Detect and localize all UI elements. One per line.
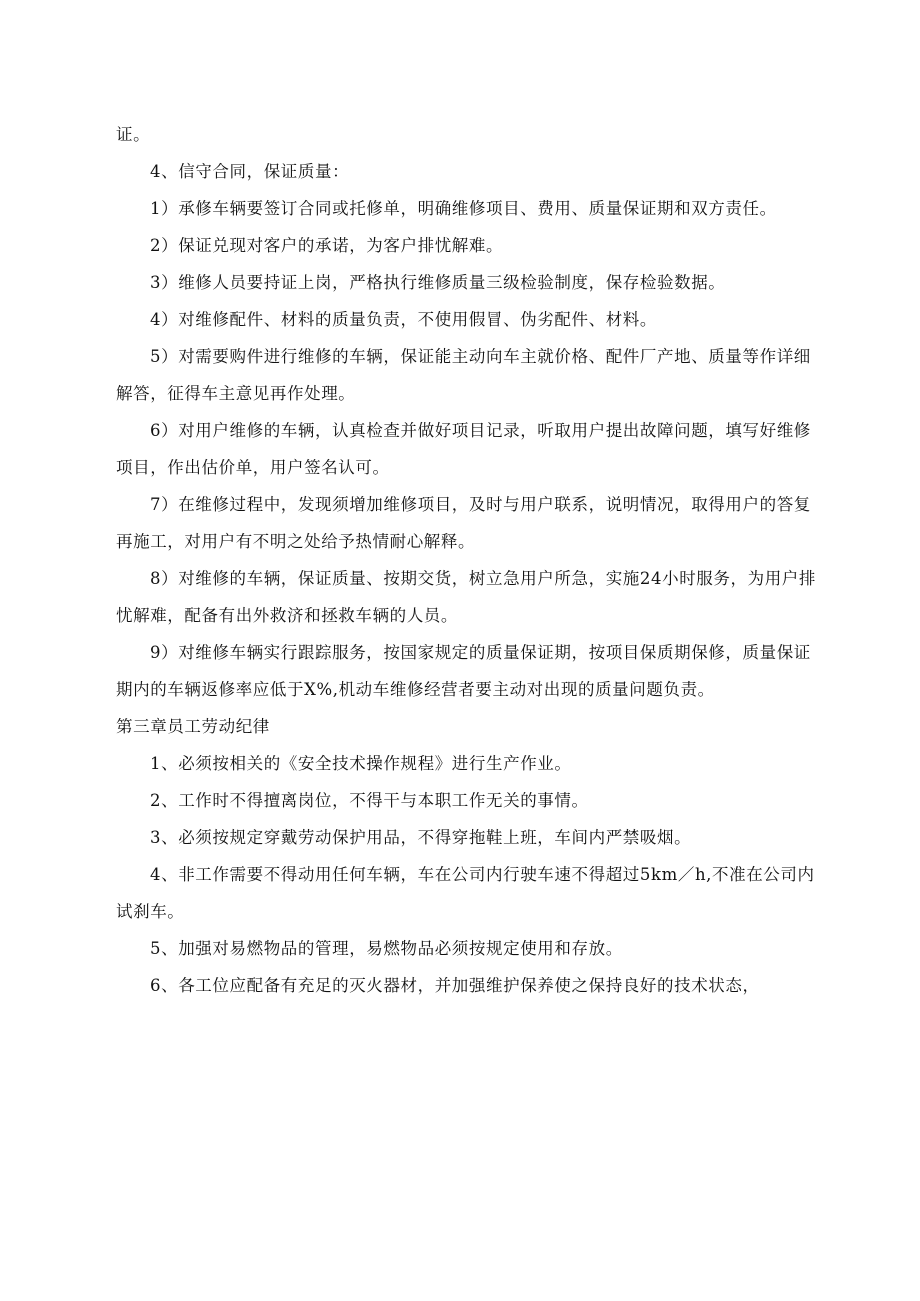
paragraph-item: 6、各工位应配备有充足的灭火器材，并加强维护保养使之保持良好的技术状态， [150, 976, 760, 995]
paragraph-item: 4、非工作需要不得动用任何车辆，车在公司内行驶车速不得超过5km／h,不准在公司内试刹车。 [116, 865, 815, 921]
paragraph-item: 5）对需要购件进行维修的车辆，保证能主动向车主就价格、配件厂产地、质量等作详细解答，征得车主意见再作处理。 [116, 347, 811, 403]
document-body [116, 116, 822, 1004]
paragraph-item: 3）维修人员要持证上岗，严格执行维修质量三级检验制度，保存检验数据。 [150, 273, 726, 292]
paragraph-item: 1）承修车辆要签订合同或托修单，明确维修项目、费用、质量保证期和双方责任。 [150, 199, 777, 218]
paragraph-item: 7）在维修过程中，发现须增加维修项目，及时与用户联系，说明情况，取得用户的答复再施工，对用户有不明之处给予热情耐心解释。 [116, 495, 811, 551]
paragraph-item: 4）对维修配件、材料的质量负责，不使用假冒、伪劣配件、材料。 [150, 310, 657, 329]
chapter-heading: 第三章员工劳动纪律 [116, 717, 270, 736]
paragraph-item: 5、加强对易燃物品的管理，易燃物品必须按规定使用和存放。 [150, 939, 623, 958]
paragraph-item: 4、信守合同，保证质量： [150, 162, 350, 181]
paragraph-continuation: 证。 [116, 125, 151, 144]
paragraph-item: 2、工作时不得擅离岗位，不得干与本职工作无关的事情。 [150, 791, 589, 810]
paragraph-item: 3、必须按规定穿戴劳动保护用品，不得穿拖鞋上班，车间内严禁吸烟。 [150, 828, 692, 847]
paragraph-item: 6）对用户维修的车辆，认真检查并做好项目记录，听取用户提出故障问题，填写好维修项目，作出估价单，用户签名认可。 [116, 421, 811, 477]
paragraph-item: 1、必须按相关的《安全技术操作规程》进行生产作业。 [150, 754, 572, 773]
paragraph-item: 8）对维修的车辆，保证质量、按期交货，树立急用户所急，实施24小时服务，为用户排忧解难，配备有出外救济和拯救车辆的人员。 [116, 569, 816, 625]
paragraph-item: 2）保证兑现对客户的承诺，为客户排忧解难。 [150, 236, 504, 255]
paragraph-item: 9）对维修车辆实行跟踪服务，按国家规定的质量保证期，按项目保质期保修，质量保证期内的车辆返修率应低于X%,机动车维修经营者要主动对出现的质量问题负责。 [116, 643, 811, 699]
